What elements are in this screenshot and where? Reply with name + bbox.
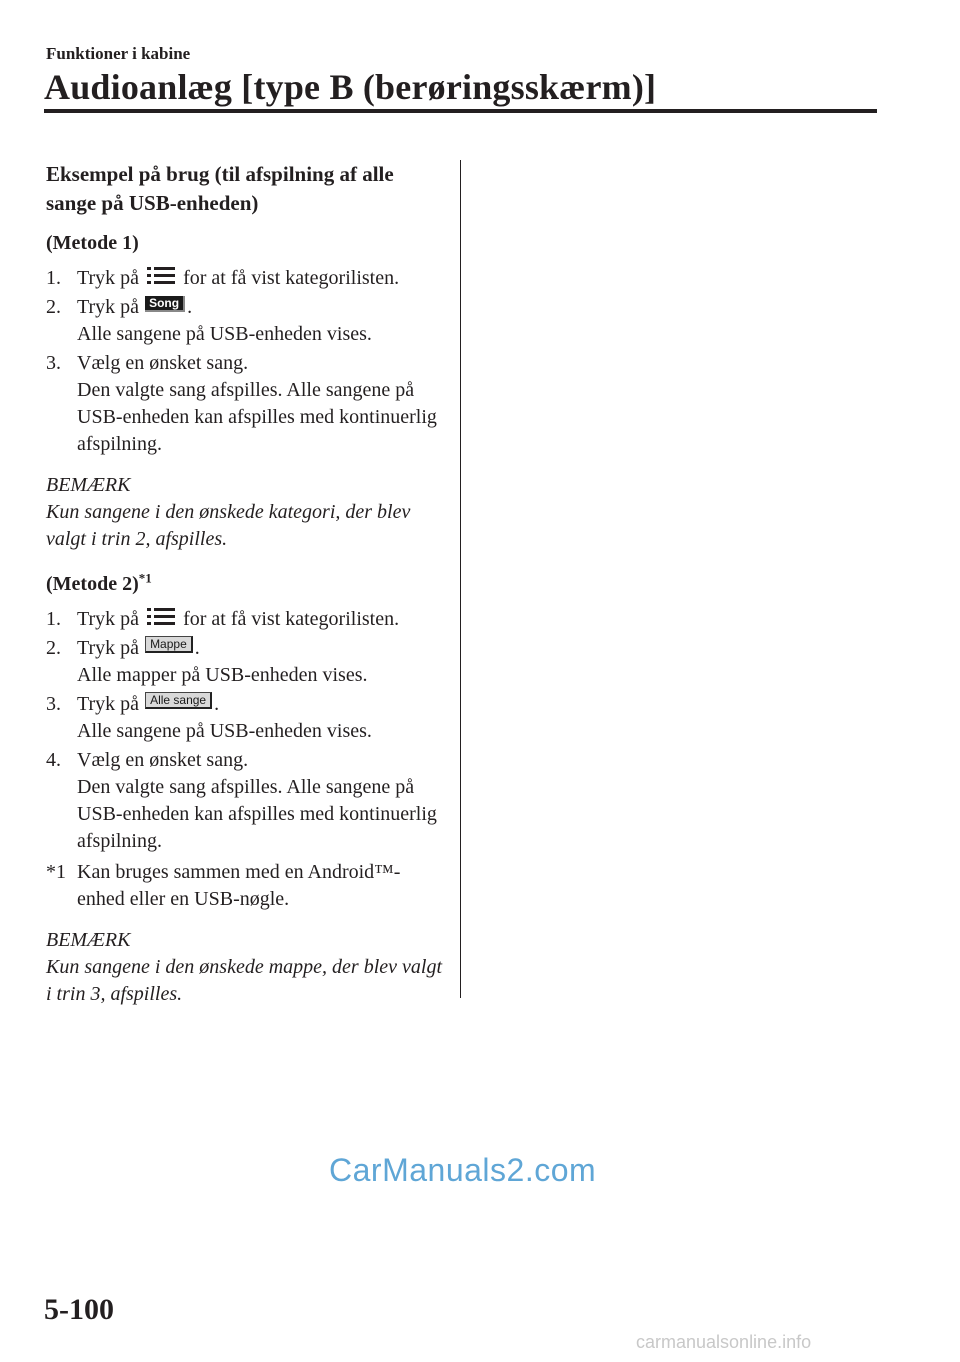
song-button: Song — [145, 296, 185, 312]
step-text: Vælg en ønsket sang. — [77, 749, 249, 771]
section-label: Funktioner i kabine — [46, 44, 191, 63]
step-text: . — [194, 637, 200, 659]
example-heading: Eksempel på brug (til afspilning af alle sange på USB-enheden) — [46, 162, 394, 215]
step-text: Tryk på — [77, 267, 140, 289]
step-text: Tryk på — [77, 296, 140, 318]
step-text: Tryk på — [77, 693, 140, 715]
method-1-step-1 — [46, 265, 446, 292]
step-text: Tryk på — [77, 637, 140, 659]
method-2-step-1 — [46, 606, 446, 633]
step-result: Alle mapper på USB-enheden vises. — [77, 664, 368, 686]
step-result: Den valgte sang afspilles. Alle sangene på USB-enheden kan afspilles med kontinuerlig afspilning. — [77, 379, 437, 455]
method-2-step-2 — [46, 635, 446, 662]
page-title: Audioanlæg [type B (berøringsskærm)] — [44, 67, 657, 107]
step-number: 3. — [46, 693, 61, 715]
mappe-button: Mappe — [145, 636, 193, 653]
step-number: 2. — [46, 296, 61, 318]
method-1-step-3 — [46, 350, 446, 377]
method-2-title-row — [46, 571, 446, 598]
method-2-title: (Metode 2) — [46, 573, 139, 595]
footnote-ref: *1 — [138, 570, 152, 586]
footer-url: carmanualsonline.info — [636, 1332, 812, 1352]
footnote-mark: *1 — [46, 861, 66, 883]
method-1-title: (Metode 1) — [46, 232, 139, 254]
step-number: 1. — [46, 608, 61, 630]
step-text: for at få vist kategorilisten. — [183, 608, 400, 630]
note-text: Kun sangene i den ønskede kategori, der blev valgt i trin 2, afspilles. — [46, 501, 411, 550]
method-1-step-2 — [46, 294, 446, 321]
step-text: for at få vist kategorilisten. — [183, 267, 400, 289]
step-number: 1. — [46, 267, 61, 289]
method-2-step-3 — [46, 691, 446, 718]
step-result: Den valgte sang afspilles. Alle sangene på USB-enheden kan afspilles med kontinuerlig afspilning. — [77, 776, 437, 852]
column-divider — [460, 160, 461, 998]
step-number: 4. — [46, 749, 61, 771]
step-text: . — [214, 693, 220, 715]
note-text: Kun sangene i den ønskede mappe, der blev valgt i trin 3, afspilles. — [46, 956, 443, 1005]
note-title: BEMÆRK — [46, 474, 131, 496]
title-rule — [44, 109, 877, 113]
list-menu-icon — [146, 265, 176, 287]
alle-sange-button: Alle sange — [145, 692, 212, 709]
list-menu-icon — [146, 606, 176, 628]
step-text: Tryk på — [77, 608, 140, 630]
step-number: 2. — [46, 637, 61, 659]
footnote — [46, 859, 446, 913]
footnote-text: Kan bruges sammen med en Android™-enhed eller en USB-nøgle. — [77, 861, 401, 910]
step-text: . — [187, 296, 193, 318]
step-number: 3. — [46, 352, 61, 374]
step-result: Alle sangene på USB-enheden vises. — [77, 720, 372, 742]
content-column — [46, 160, 446, 1008]
method-2-step-4 — [46, 747, 446, 774]
note-title: BEMÆRK — [46, 929, 131, 951]
step-result: Alle sangene på USB-enheden vises. — [77, 323, 372, 345]
watermark: CarManuals2.com — [329, 1152, 597, 1188]
page-number: 5-100 — [44, 1293, 114, 1326]
step-text: Vælg en ønsket sang. — [77, 352, 249, 374]
